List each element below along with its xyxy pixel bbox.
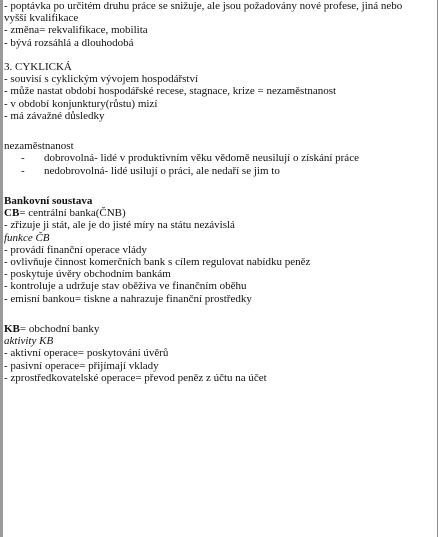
cb-function-item: - provádí finanční operace vlády [4, 243, 147, 256]
document-content [4, 0, 432, 384]
kb-definition [4, 323, 432, 335]
unemployment-item [4, 165, 432, 177]
cb-function-item: - poskytuje úvěry obchodním bankám [4, 268, 171, 281]
kb-activities-heading: aktivity KB [4, 335, 54, 348]
kb-text: = obchodní banky [19, 323, 100, 336]
unemployment-heading: nezaměstnanost [4, 140, 74, 153]
intro-line-2: vyšší kvalifikace [4, 12, 79, 25]
cb-function-item: - kontroluje a udržuje stav oběživa ve finančním oběhu [4, 280, 247, 293]
page-left-border [0, 0, 3, 537]
kb-activity-item: - zprostředkovatelské operace= převod peněz z účtu na účet [4, 371, 267, 384]
intro-line-1: - poptávka po určitém druhu práce se snižuje, ale jsou požadovány nové profese, jiná nebo [4, 0, 403, 12]
cyclic-heading: 3. CYKLICKÁ [4, 61, 72, 73]
kb-activity-item: - aktivní operace= poskytování úvěrů [4, 347, 169, 360]
cb-abbr: CB [4, 207, 20, 220]
cb-functions-heading: funkce ČB [4, 231, 50, 244]
cb-definition [4, 207, 432, 219]
kb-activity-item: - pasivní operace= přijímají vklady [4, 359, 159, 372]
unemployment-item-text: nedobrovolná- lidé usilují o práci, ale nedaří se jim to [44, 164, 280, 177]
cyclic-item: - může nastat období hospodářské recese, stagnace, krize = nezaměstnanost [4, 85, 337, 98]
intro-line-4: - bývá rozsáhlá a dlouhodobá [4, 36, 134, 49]
kb-abbr: KB [4, 323, 20, 336]
cyclic-item: - má závažné důsledky [4, 109, 105, 122]
list-dash: - [21, 164, 25, 177]
banking-heading: Bankovní soustava [4, 195, 93, 207]
cyclic-item: - souvisí s cyklickým vývojem hospodářství [4, 73, 199, 86]
cb-line: - zřizuje ji stát, ale je do jisté míry na státu nezávislá [4, 219, 235, 232]
cb-function-item: - emisní bankou= tiskne a nahrazuje finanční prostředky [4, 292, 252, 305]
cb-function-item: - ovlivňuje činnost komerčních bank s cílem regulovat nabídku peněz [4, 256, 311, 269]
unemployment-item [4, 152, 432, 164]
intro-line-3: - změna= rekvalifikace, mobilita [4, 24, 148, 37]
cb-text: = centrální banka(ČNB) [19, 207, 126, 220]
cyclic-item: - v období konjunktury(růstu) mizí [4, 97, 158, 110]
list-dash: - [21, 152, 25, 165]
unemployment-item-text: dobrovolná- lidé v produktivním věku vědomě neusilují o získání práce [44, 152, 359, 165]
